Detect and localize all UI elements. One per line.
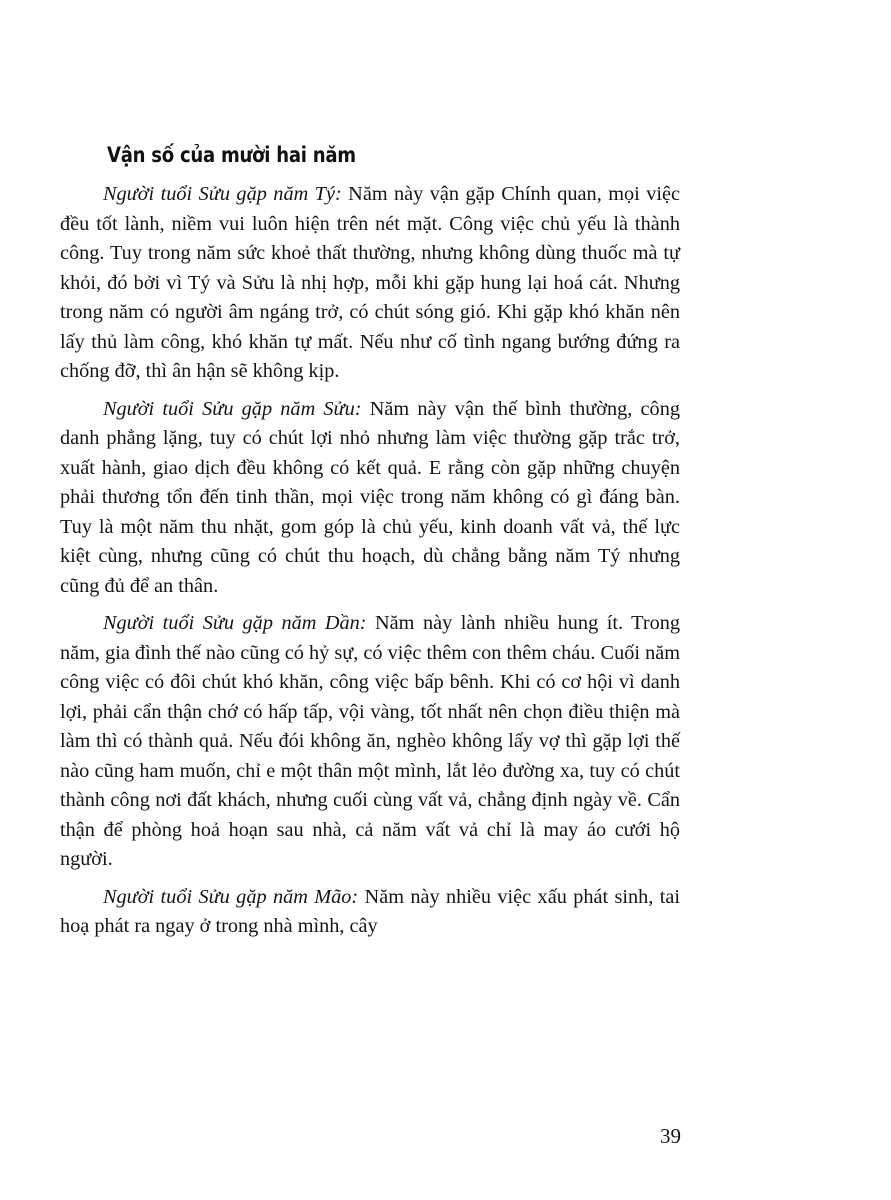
- paragraph-lead: Người tuổi Sửu gặp năm Sửu:: [103, 397, 362, 420]
- section-title: Vận số của mười hai năm: [107, 143, 356, 167]
- paragraph-text: Năm này lành nhiều hung ít. Trong năm, gia đình thế nào cũng có hỷ sự, có việc thêm con thêm cháu. Cuối năm công việc có đôi chút khó khăn, công việc bấp bênh. Khi có cơ hội vì danh lợi, phải cẩn thận chớ có hấp tấp, vội vàng, tốt nhất nên chọn điều thiện mà làm thì có thành quả. Nếu đói không ăn, nghèo không lấy vợ thì gặp lợi thế nào cũng ham muốn, chỉ e một thân một mình, lắt lẻo đường xa, tuy có chút thành công nơi đất khách, nhưng cuối cùng vất vả, chẳng định ngày về. Cẩn thận để phòng hoả hoạn sau nhà, cả năm vất vả chỉ là may áo cưới hộ người.: [60, 612, 681, 870]
- paragraph-lead: Người tuổi Sửu gặp năm Tý:: [103, 183, 342, 205]
- paragraph-lead: Người tuổi Sửu gặp năm Mão:: [103, 885, 359, 908]
- paragraph-mao: [60, 883, 680, 942]
- body-text: [60, 180, 680, 950]
- paragraph-lead: Người tuổi Sửu gặp năm Dần:: [103, 612, 367, 634]
- paragraph-text: Năm này nhiều việc xấu phát sinh, tai hoạ phát ra ngay ở trong nhà mình, cây: [60, 885, 680, 937]
- paragraph-text: Năm này vận gặp Chính quan, mọi việc đều tốt lành, niềm vui luôn hiện trên nét mặt. Công việc chủ yếu là thành công. Tuy trong năm sức khoẻ thất thường, nhưng không dùng thuốc mà tự khỏi, đó bởi vì Tý và Sửu là nhị hợp, mỗi khi gặp hung lại hoá cát. Nhưng trong năm có người âm ngáng trở, có chút sóng gió. Khi gặp khó khăn nên lấy thủ làm công, khó khăn tự mất. Nếu như cố tình ngang bướng đứng ra chống đỡ, thì ân hận sẽ không kịp.: [60, 183, 680, 382]
- paragraph-dan: [60, 609, 680, 875]
- page-number: 39: [660, 1124, 681, 1148]
- paragraph-text: Năm này vận thế bình thường, công danh phẳng lặng, tuy có chút lợi nhỏ nhưng làm việc thường gặp trắc trở, xuất hành, giao dịch đều không có kết quả. E rằng còn gặp những chuyện phải thương tổn đến tinh thần, mọi việc trong năm không có gì đáng bàn. Tuy là một năm thu nhặt, gom góp là chủ yếu, kinh doanh vất vả, thế lực kiệt cùng, nhưng cũng có chút thu hoạch, dù chẳng bằng năm Tý nhưng cũng đủ để an thân.: [60, 397, 680, 597]
- paragraph-ty: [60, 180, 680, 387]
- paragraph-suu: [60, 395, 680, 602]
